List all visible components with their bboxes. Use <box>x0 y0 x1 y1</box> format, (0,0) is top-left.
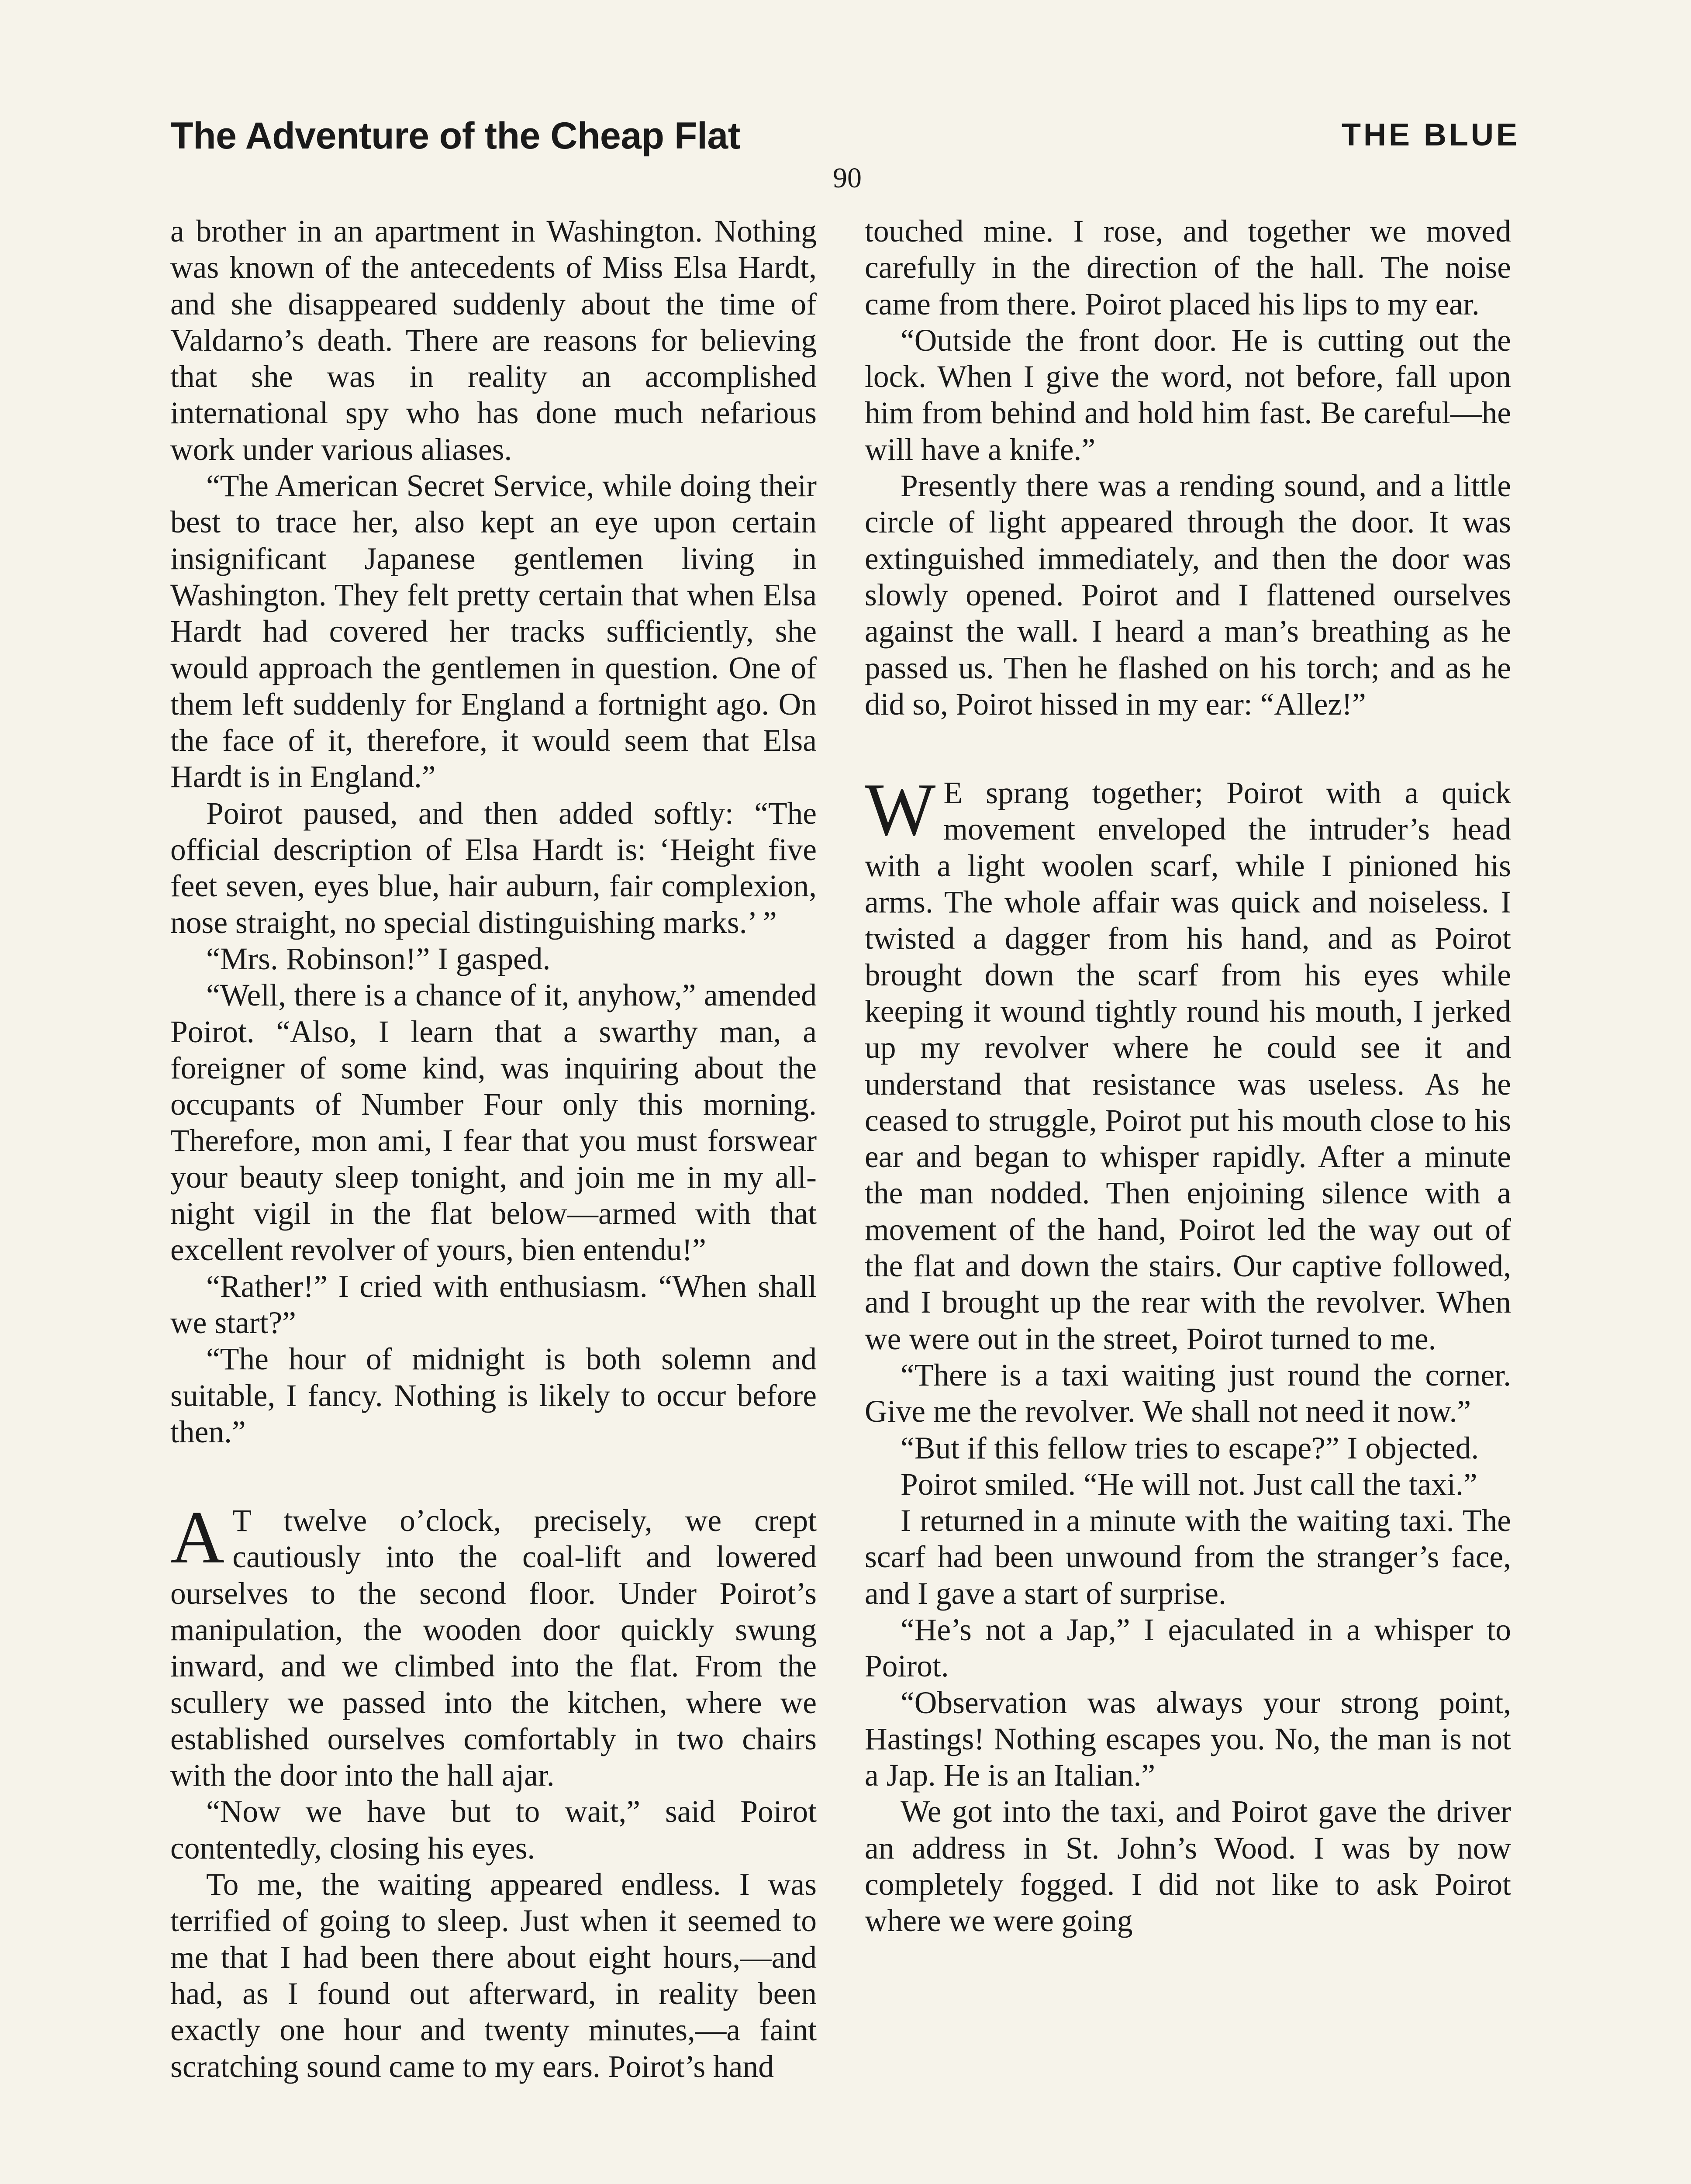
section-text: E sprang together; Poirot with a quick movement enveloped the intruder’s head with a light woolen scarf, while I pinioned his arms. The whole affair was quick and noiseless. I twisted a dagger from his hand, and as Poirot brought down the scarf from his eyes while keeping it wound tightly round his mouth, I jerked up my revolver where he could see it and understand that resistance was useless. As he ceased to struggle, Poirot put his mouth close to his ear and began to whisper rapidly. After a minute the man nodded. Then enjoining silence with a movement of the hand, Poirot led the way out of the flat and down the stairs. Our captive followed, and I brought up the rear with the revolver. When we were out in the street, Poirot turned to me. <box>865 776 1511 1356</box>
paragraph: Poirot paused, and then added softly: “The official description of Elsa Hardt is: ‘Height five feet seven, eyes blue, hair auburn, fair complexion, nose straight, no special distinguishing marks.’ ” <box>170 796 817 940</box>
drop-cap: W <box>865 768 936 852</box>
paragraph: “Outside the front door. He is cutting out the lock. When I give the word, not before, fall upon him from behind and hold him fast. Be careful—he will have a knife.” <box>865 323 1511 467</box>
paragraph: Poirot smiled. “He will not. Just call the taxi.” <box>901 1467 1477 1502</box>
paragraph: a brother in an apartment in Washington. Nothing was known of the antecedents of Miss Elsa Hardt, and she disappeared suddenly about the time of Valdarno’s death. There are reasons for believing that she was in reality an accomplished international spy who has done much nefarious work under various aliases. <box>170 214 817 467</box>
page-number: 90 <box>833 162 862 194</box>
paragraph: I returned in a minute with the waiting taxi. The scarf had been unwound from the stranger’s face, and I gave a start of surprise. <box>865 1503 1511 1611</box>
section-text: T twelve o’clock, precisely, we crept cautiously into the coal-lift and lowered ourselves to the second floor. Under Poirot’s manipulation, the wooden door quickly swung inward, and we climbed into the flat. From the scullery we passed into the kitchen, where we established ourselves comfortably in two chairs with the door into the hall ajar. <box>170 1503 817 1793</box>
paragraph: To me, the waiting appeared endless. I was terrified of going to sleep. Just when it seemed to me that I had been there about eight hours,—and had, as I found out afterward, in reality been exactly one hour and twenty minutes,—a faint scratching sound came to my ears. Poirot’s hand <box>170 1867 817 2084</box>
magazine-name: THE BLUE <box>1342 117 1520 152</box>
paragraph: “Rather!” I cried with enthusiasm. “When shall we start?” <box>170 1269 817 1340</box>
paragraph: Presently there was a rending sound, and a little circle of light appeared through the door. It was extinguished immediately, and then the door was slowly opened. Poirot and I flattened ourselves against the wall. I heard a man’s breathing as he passed us. Then he flashed on his torch; and as he did so, Poirot hissed in my ear: “Allez!” <box>865 469 1511 722</box>
drop-cap: A <box>170 1496 225 1579</box>
left-column <box>170 213 817 2085</box>
paragraph: “Well, there is a chance of it, anyhow,” amended Poirot. “Also, I learn that a swarthy man, a foreigner of some kind, was inquiring about the occupants of Number Four only this morning. Therefore, mon ami, I fear that you must forswear your beauty sleep tonight, and join me in my all-night vigil in the flat below—armed with that excellent revolver of yours, bien entendu!” <box>170 978 817 1268</box>
paragraph: “Observation was always your strong point, Hastings! Nothing escapes you. No, the man is not a Jap. He is an Italian.” <box>865 1685 1511 1793</box>
story-title: The Adventure of the Cheap Flat <box>170 115 740 157</box>
paragraph: “He’s not a Jap,” I ejaculated in a whisper to Poirot. <box>865 1612 1511 1684</box>
paragraph: “The hour of midnight is both solemn and suitable, I fancy. Nothing is likely to occur before then.” <box>170 1342 817 1449</box>
section-paragraph <box>865 768 1511 1357</box>
section-paragraph <box>170 1496 817 1794</box>
paragraph: “The American Secret Service, while doing their best to trace her, also kept an eye upon certain insignificant Japanese gentlemen living in Washington. They felt pretty certain that when Elsa Hardt had covered her tracks sufficiently, she would approach the gentlemen in question. One of them left suddenly for England a fortnight ago. On the face of it, therefore, it would seem that Elsa Hardt is in England.” <box>170 469 817 795</box>
paragraph: “But if this fellow tries to escape?” I objected. <box>901 1431 1479 1465</box>
paragraph: We got into the taxi, and Poirot gave the driver an address in St. John’s Wood. I was by now completely fogged. I did not like to ask Poirot where we were going <box>865 1794 1511 1939</box>
paragraph: “Now we have but to wait,” said Poirot contentedly, closing his eyes. <box>170 1794 817 1866</box>
paragraph: touched mine. I rose, and together we moved carefully in the direction of the hall. The noise came from there. Poirot placed his lips to my ear. <box>865 214 1511 321</box>
paragraph: “There is a taxi waiting just round the corner. Give me the revolver. We shall not need it now.” <box>865 1358 1511 1429</box>
paragraph: “Mrs. Robinson!” I gasped. <box>206 941 551 976</box>
right-column <box>865 213 1511 1939</box>
